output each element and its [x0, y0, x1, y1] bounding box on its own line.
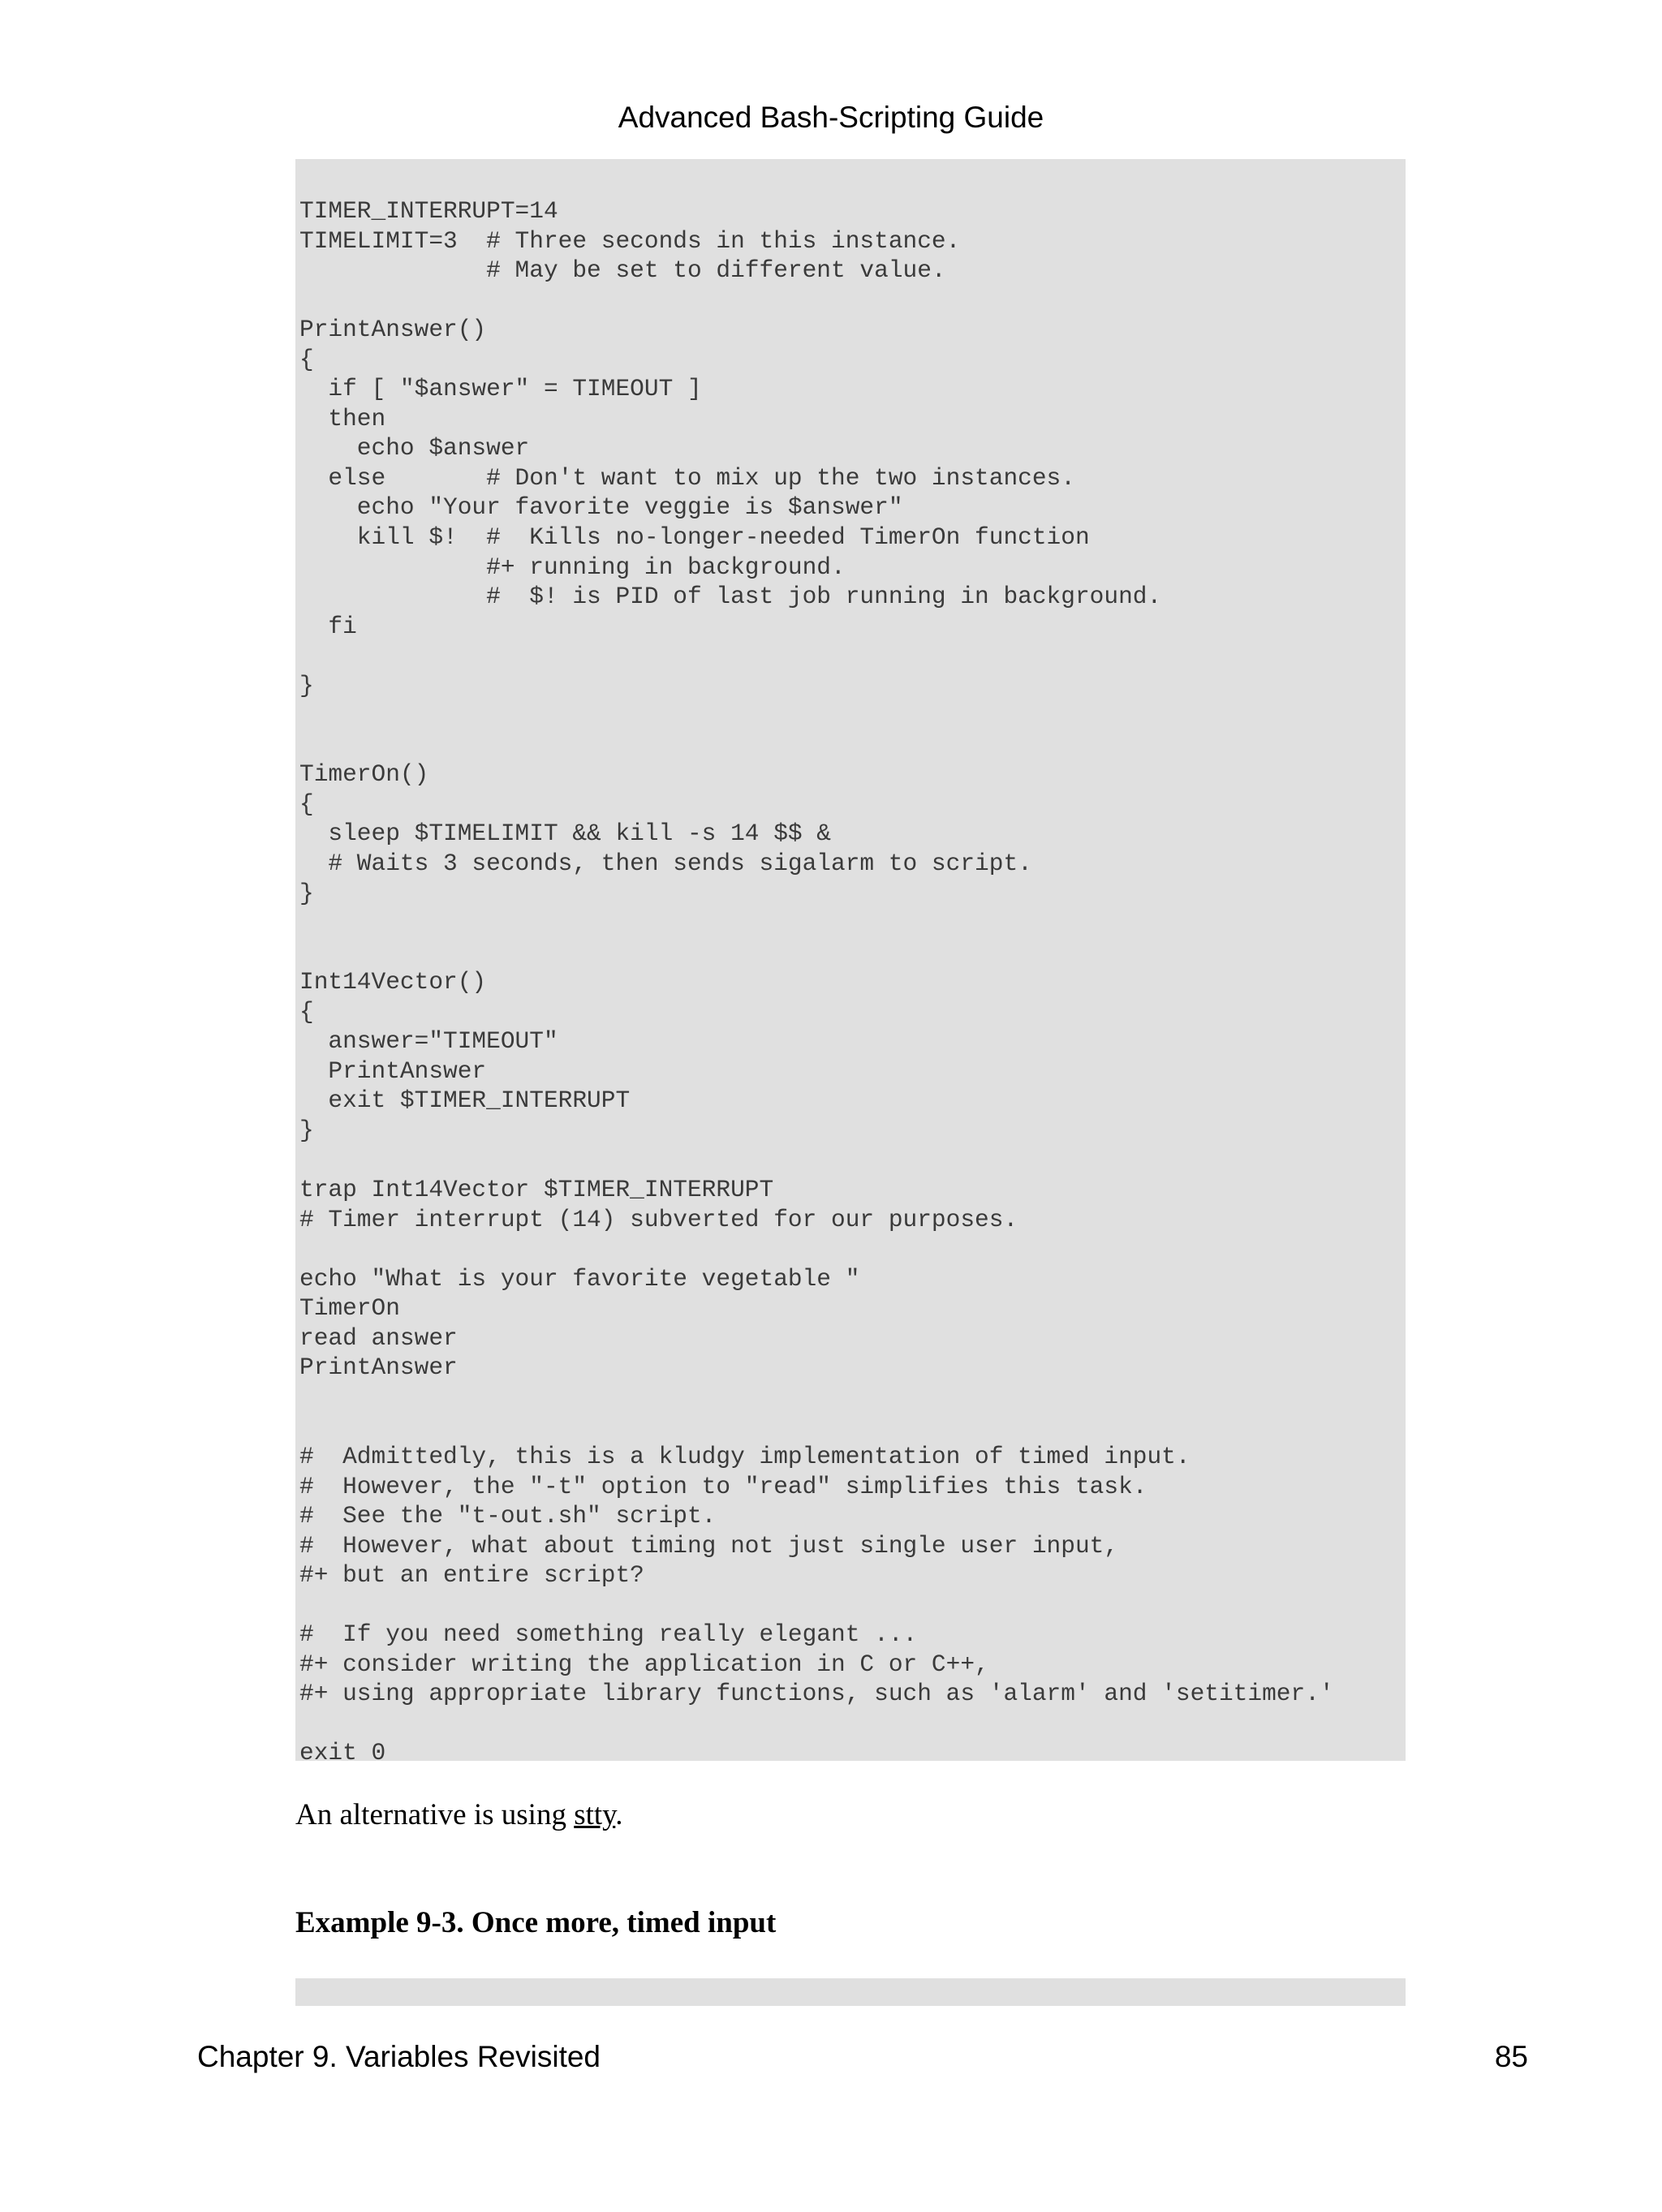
- code-line: [299, 730, 1406, 760]
- code-line: [299, 1412, 1406, 1442]
- footer-chapter: Chapter 9. Variables Revisited: [197, 2040, 601, 2073]
- code-line: # However, the "-t" option to "read" simplifies this task.: [299, 1472, 1147, 1500]
- code-line: echo "Your favorite veggie is $answer": [299, 493, 903, 522]
- code-line: PrintAnswer: [299, 1057, 487, 1085]
- code-line: [299, 1709, 1406, 1739]
- code-line: # If you need something really elegant ...: [299, 1620, 918, 1649]
- code-line: [299, 1590, 1406, 1620]
- code-line: [299, 1383, 1406, 1413]
- code-line: trap Int14Vector $TIMER_INTERRUPT: [299, 1176, 774, 1204]
- code-line: #+ consider writing the application in C or C++,: [299, 1650, 989, 1678]
- code-line: fi: [299, 612, 357, 640]
- code-line: read answer: [299, 1323, 458, 1352]
- code-line: # Waits 3 seconds, then sends sigalarm to script.: [299, 850, 1032, 878]
- code-line: kill $! # Kills no-longer-needed TimerOn function: [299, 523, 1090, 552]
- stty-link[interactable]: stty: [574, 1798, 616, 1831]
- running-header: Advanced Bash-Scripting Guide: [618, 101, 1044, 134]
- code-line: # See the "t-out.sh" script.: [299, 1502, 717, 1530]
- code-line: exit 0: [299, 1739, 386, 1761]
- code-line: {: [299, 997, 314, 1026]
- code-line: exit $TIMER_INTERRUPT: [299, 1087, 631, 1115]
- code-line: PrintAnswer: [299, 1353, 458, 1382]
- code-line: Int14Vector(): [299, 968, 487, 996]
- code-line: # Timer interrupt (14) subverted for our purposes.: [299, 1205, 1018, 1233]
- paragraph-end: .: [615, 1798, 623, 1831]
- code-line: echo "What is your favorite vegetable ": [299, 1264, 860, 1293]
- code-line: if [ "$answer" = TIMEOUT ]: [299, 375, 702, 403]
- code-line: }: [299, 1116, 314, 1144]
- code-line: }: [299, 671, 314, 699]
- code-line: else # Don't want to mix up the two instances.: [299, 463, 1075, 492]
- code-line: then: [299, 404, 386, 433]
- next-code-block: [295, 1978, 1406, 2006]
- example-title: Example 9-3. Once more, timed input: [295, 1906, 777, 1939]
- code-line: answer="TIMEOUT": [299, 1027, 558, 1056]
- code-line: #+ using appropriate library functions, such as 'alarm' and 'setitimer.': [299, 1680, 1334, 1708]
- code-line: TIMER_INTERRUPT=14: [299, 197, 558, 225]
- code-block: [295, 159, 1406, 1761]
- body-paragraph: [295, 1797, 623, 1834]
- code-line: [299, 938, 1406, 968]
- code-line: #+ running in background.: [299, 553, 846, 581]
- code-line: TimerOn: [299, 1294, 400, 1323]
- code-line: #+ but an entire script?: [299, 1561, 644, 1590]
- code-line: }: [299, 879, 314, 907]
- code-line: [299, 286, 1406, 316]
- code-line: {: [299, 345, 314, 373]
- code-line: PrintAnswer(): [299, 316, 487, 344]
- code-line: # Admittedly, this is a kludgy implementation of timed input.: [299, 1442, 1191, 1470]
- code-line: {: [299, 790, 314, 818]
- code-line: # $! is PID of last job running in background.: [299, 583, 1162, 611]
- code-line: TimerOn(): [299, 760, 429, 789]
- code-line: echo $answer: [299, 434, 530, 463]
- code-line: [299, 700, 1406, 730]
- code-line: # May be set to different value.: [299, 256, 946, 285]
- code-line: [299, 641, 1406, 671]
- page-number: 85: [1494, 2040, 1528, 2073]
- code-line: [299, 1234, 1406, 1264]
- code-line: # However, what about timing not just single user input,: [299, 1531, 1119, 1560]
- paragraph-text: An alternative is using: [295, 1798, 575, 1831]
- code-line: [299, 908, 1406, 938]
- code-line: [299, 1146, 1406, 1176]
- code-line: TIMELIMIT=3 # Three seconds in this instance.: [299, 226, 961, 255]
- code-line: sleep $TIMELIMIT && kill -s 14 $$ &: [299, 820, 832, 848]
